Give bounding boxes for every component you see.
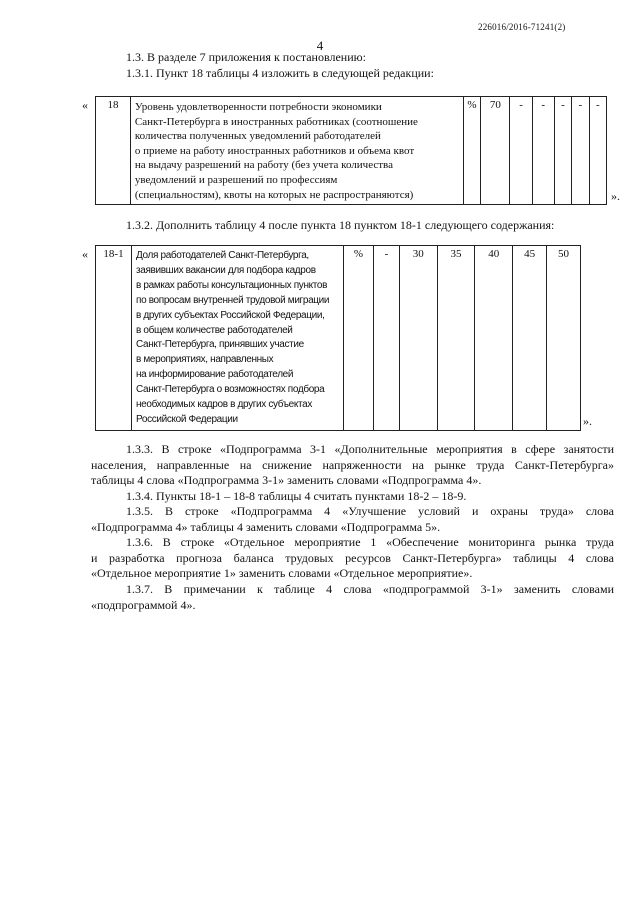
paragraph-line: и разработка прогноза баланса трудовых ресурсов Санкт-Петербурга» таблицы 4 слова [91,550,614,565]
table1-value-4: - [554,97,571,205]
desc-line: в рамках работы консультационных пунктов [136,279,328,291]
table2-value-4: 40 [475,246,513,431]
desc-line: (специальностям), квоты на которых не распространяются) [134,188,414,201]
table1-row-number: 18 [96,97,131,205]
table2-row-number: 18-1 [96,246,132,431]
paragraph-line: 1.3.6. В строке «Отдельное мероприятие 1 «Обеспечение мониторинга рынка труда [126,535,614,549]
paragraph-line: «подпрограммой 4». [91,597,196,612]
desc-line: по вопросам внутренней трудовой миграции [136,294,330,306]
table1-value-6: - [589,97,606,205]
paragraph-line: 1.3.3. В строке «Подпрограмма 3-1 «Дополнительные мероприятия в сфере занятости [126,442,614,456]
table1-value-5: - [572,97,589,205]
paragraph-line: 1.3.4. Пункты 18-1 – 18-8 таблицы 4 считать пунктами 18-2 – 18-9. [126,489,467,503]
section-1-3-2: 1.3.2. Дополнить таблицу 4 после пункта 18 пунктом 18-1 следующего содержания: [126,218,555,232]
paragraph-line: таблицы 4 слова «Подпрограмма 3-1» заменить словами «Подпрограмма 4». [91,473,482,487]
desc-line: Санкт-Петербурга, принявших участие [136,339,304,351]
desc-line: в мероприятиях, направленных [136,354,274,366]
table2-value-3: 35 [437,246,475,431]
table1-value-3: - [532,97,554,205]
paragraph-1-3-7 [91,582,614,613]
table2-unit: % [343,246,373,431]
table1-unit: % [463,97,481,205]
paragraph-1-3-4 [91,489,614,505]
paragraph-line: 1.3.5. В строке «Подпрограмма 4 «Улучшение условий и охраны труда» слова [126,504,614,518]
desc-line: на выдачу разрешений на работу (без учета количества [134,159,393,172]
page-number: 4 [316,38,324,53]
table1-close-quote: ». [611,189,620,203]
table1-row-description [130,97,463,205]
table2-value-5: 45 [513,246,547,431]
desc-line: Доля работодателей Санкт-Петербурга, [136,250,309,261]
paragraph-1-3-6 [91,535,614,582]
paragraph-1-3-3 [91,442,614,489]
desc-line: заявивших вакансии для подбора кадров [136,264,316,276]
table2-open-quote: « [82,247,88,261]
desc-line: в других субъектах Российской Федерации, [136,309,325,321]
desc-line: на информирование работодателей [136,369,294,381]
desc-line: в общем количестве работодателей [136,324,293,336]
desc-line: Санкт-Петербурга в иностранных работниках (соотношение [134,115,418,128]
intro-line-2: 1.3.1. Пункт 18 таблицы 4 изложить в следующей редакции: [126,66,434,80]
table1-value-1: 70 [481,97,510,205]
desc-line: необходимых кадров в других субъектах [136,399,313,411]
table2-row-18-1 [96,246,581,431]
table2 [95,245,581,431]
table1-open-quote: « [82,98,88,112]
paragraph-line: «Отдельное мероприятие 1» заменить словами «Отдельное мероприятие». [91,566,473,580]
table1 [95,96,607,205]
table2-row-description [132,246,344,431]
document-number: 226016/2016-71241(2) [478,22,566,32]
paragraph-line: «Подпрограмма 4» таблицы 4 заменить словами «Подпрограмма 5». [91,519,441,534]
desc-line: Санкт-Петербурга о возможностях подбора [136,384,325,396]
desc-line: Российской Федерации [136,413,238,425]
table2-value-2: 30 [399,246,437,431]
table1-row-18 [96,97,607,205]
table2-close-quote: ». [583,414,592,428]
paragraph-1-3-5 [91,504,614,535]
desc-line: о приеме на работу иностранных работников и объема квот [134,144,415,157]
desc-line: Уровень удовлетворенности потребности экономики [134,101,382,113]
desc-line: уведомлений и разрешений по профессиям [134,173,338,186]
intro-line-1: 1.3. В разделе 7 приложения к постановлению: [126,50,366,64]
paragraph-line: 1.3.7. В примечании к таблице 4 слова «подпрограммой 3-1» заменить словами [126,582,614,596]
paragraph-line: населения, направленные на снижение напряженности на рынке труда Санкт-Петербурга» [91,457,614,472]
table1-value-2: - [510,97,532,205]
table2-value-1: - [373,246,399,431]
table2-value-6: 50 [547,246,581,431]
desc-line: количества полученных уведомлений работодателей [134,130,381,143]
